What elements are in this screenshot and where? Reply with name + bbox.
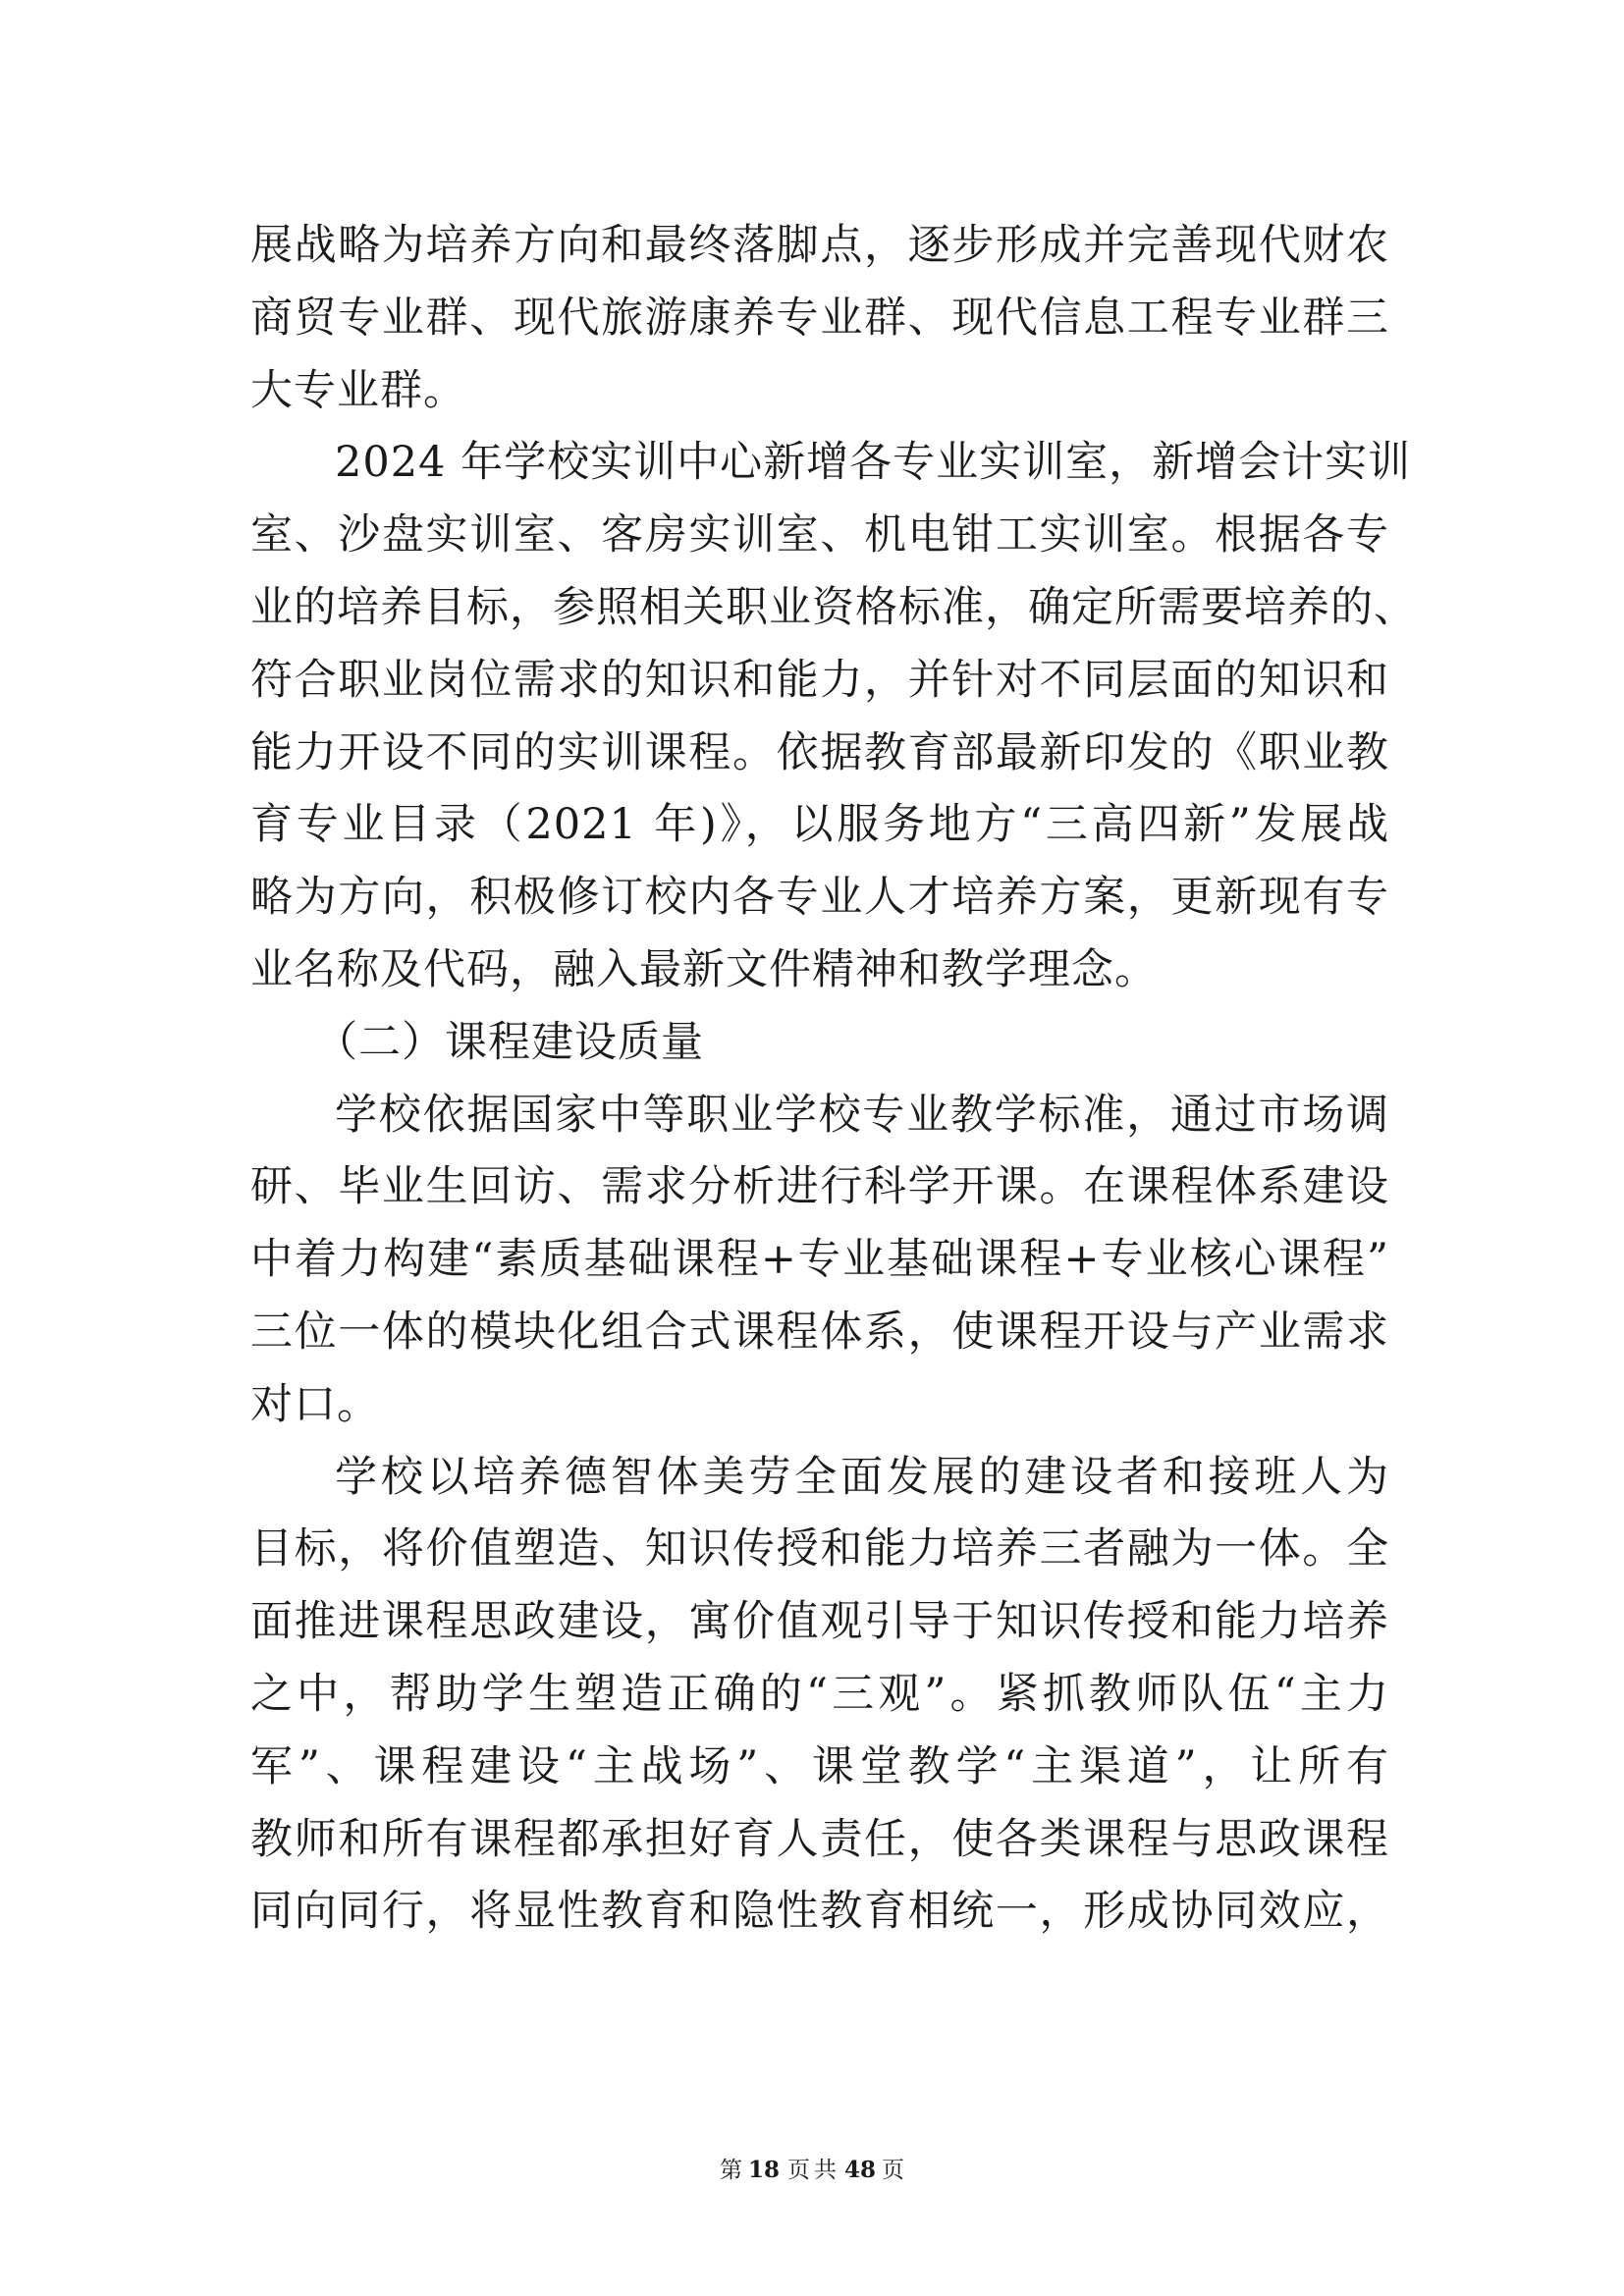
section-heading: （二）课程建设质量 [315,1017,704,1067]
total-pages: 48 [844,2157,877,2183]
text-line: 商贸专业群、现代旅游康养专业群、现代信息工程专业群三 [250,293,1389,343]
text-line: 2024 年学校实训中心新增各专业实训室，新增会计实训 [335,438,1412,488]
text-line: 展战略为培养方向和最终落脚点，逐步形成并完善现代财农 [250,221,1389,270]
text-line: 面推进课程思政建设，寓价值观引导于知识传授和能力培养 [250,1597,1389,1647]
footer-suffix: 页 [882,2158,905,2183]
page-footer [0,2152,1624,2184]
page-number: 18 [747,2157,780,2183]
text-line: 学校依据国家中等职业学校专业教学标准，通过市场调 [335,1090,1389,1140]
text-line: 军”、课程建设“主战场”、课堂教学“主渠道”，让所有 [250,1741,1389,1791]
text-line: 能力开设不同的实训课程。依据教育部最新印发的《职业教 [250,727,1389,777]
text-line: 大专业群。 [250,365,466,415]
text-line: 业的培养目标，参照相关职业资格标准，确定所需要培养的、 [250,582,1417,632]
footer-prefix: 第 [719,2158,742,2183]
text-line: 学校以培养德智体美劳全面发展的建设者和接班人为 [335,1452,1389,1502]
text-line: 符合职业岗位需求的知识和能力，并针对不同层面的知识和 [250,655,1389,705]
text-line: 同向同行，将显性教育和隐性教育相统一，形成协同效应， [250,1887,1389,1937]
body-text [250,210,1417,1949]
text-line: 室、沙盘实训室、客房实训室、机电钳工实训室。根据各专 [250,510,1389,561]
text-line: 研、毕业生回访、需求分析进行科学开课。在课程体系建设 [250,1162,1389,1212]
text-line: 教师和所有课程都承担好育人责任，使各类课程与思政课程 [250,1814,1389,1864]
text-line: 之中，帮助学生塑造正确的“三观”。紧抓教师队伍“主力 [250,1669,1389,1719]
footer-total-label: 共 [814,2158,837,2183]
text-line: 育专业目录（2021 年)》，以服务地方“三高四新”发展战 [250,800,1389,850]
text-line: 对口。 [250,1379,380,1429]
footer-page-label: 页 [787,2158,810,2183]
text-line: 目标，将价值塑造、知识传授和能力培养三者融为一体。全 [250,1524,1389,1575]
text-line: 业名称及代码，融入最新文件精神和教学理念。 [250,944,1158,994]
text-line: 三位一体的模块化组合式课程体系，使课程开设与产业需求 [250,1307,1389,1357]
text-line: 中着力构建“素质基础课程+专业基础课程+专业核心课程” [250,1235,1389,1285]
text-line: 略为方向，积极修订校内各专业人才培养方案，更新现有专 [250,873,1389,923]
